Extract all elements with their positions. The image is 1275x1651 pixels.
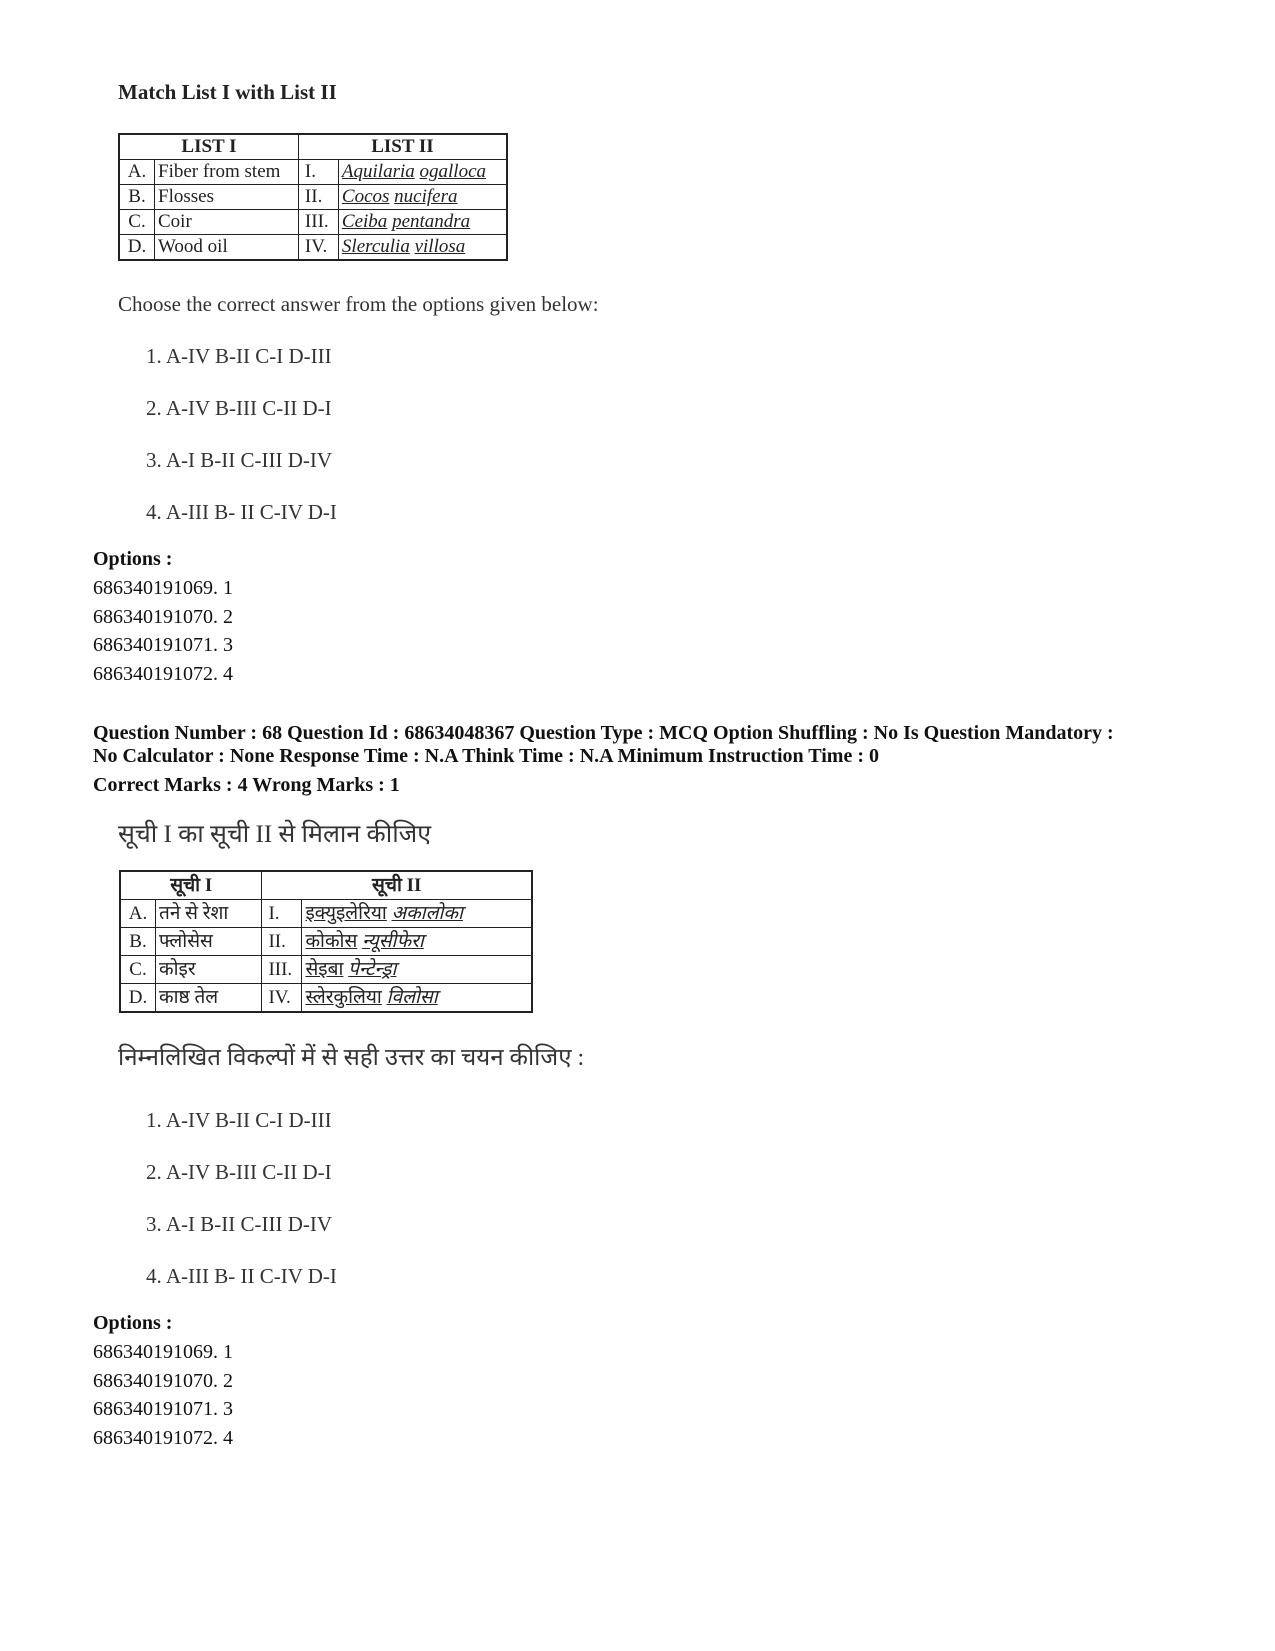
genus: इक्युइलेरिया bbox=[305, 902, 387, 924]
table-row bbox=[119, 235, 507, 261]
row-right bbox=[302, 956, 532, 984]
table-row bbox=[119, 185, 507, 210]
table-header-row bbox=[119, 134, 507, 160]
instruction-text-hindi: निम्नलिखित विकल्पों में से सही उत्तर का चयन कीजिए : bbox=[118, 1045, 585, 1071]
meta-line-1: Question Number : 68 Question Id : 68634048367 Question Type : MCQ Option Shuffling : No Is Question Mandatory : bbox=[93, 722, 1114, 744]
answer-choice-2: 2. A-IV B-III C-II D-I bbox=[146, 1160, 332, 1184]
row-left: कोइर bbox=[156, 956, 262, 984]
row-key: D. bbox=[119, 235, 155, 261]
species: विलोसा bbox=[386, 986, 438, 1008]
row-roman: IV. bbox=[262, 984, 302, 1013]
list-i-header: सूची I bbox=[120, 871, 262, 900]
row-right bbox=[302, 984, 532, 1013]
answer-choice-4: 4. A-III B- II C-IV D-I bbox=[146, 1264, 337, 1288]
option-item: 686340191070. 2 bbox=[93, 1369, 233, 1392]
species: पेन्टेन्ड्रा bbox=[348, 958, 397, 980]
row-key: A. bbox=[120, 900, 156, 928]
row-right bbox=[338, 235, 507, 261]
match-table bbox=[118, 133, 508, 261]
table-row bbox=[120, 928, 532, 956]
row-roman: III. bbox=[298, 210, 338, 235]
row-roman: III. bbox=[262, 956, 302, 984]
row-key: B. bbox=[120, 928, 156, 956]
table-row bbox=[119, 160, 507, 185]
row-left: तने से रेशा bbox=[156, 900, 262, 928]
option-item: 686340191069. 1 bbox=[93, 1341, 233, 1363]
option-item: 686340191072. 4 bbox=[93, 662, 233, 685]
match-table-hindi bbox=[119, 870, 533, 1013]
question-title: Match List I with List II bbox=[118, 80, 337, 104]
instruction-text: Choose the correct answer from the options given below: bbox=[118, 292, 599, 316]
row-left: फ्लोसेस bbox=[156, 928, 262, 956]
species: अकालोका bbox=[391, 902, 463, 924]
question-title-hindi: सूची I का सूची II से मिलान कीजिए bbox=[118, 821, 432, 848]
answer-choice-3: 3. A-I B-II C-III D-IV bbox=[146, 448, 333, 472]
options-list bbox=[93, 574, 233, 688]
table-row bbox=[120, 956, 532, 984]
species: nucifera bbox=[394, 186, 458, 207]
genus: Ceiba bbox=[341, 211, 388, 232]
row-left: Wood oil bbox=[155, 235, 299, 261]
answer-choice-3: 3. A-I B-II C-III D-IV bbox=[146, 1212, 333, 1236]
row-key: D. bbox=[120, 984, 156, 1013]
row-right bbox=[302, 928, 532, 956]
answer-choice-2: 2. A-IV B-III C-II D-I bbox=[146, 396, 332, 420]
option-item: 686340191071. 3 bbox=[93, 1398, 233, 1420]
table-header-row bbox=[120, 871, 532, 900]
option-item: 686340191069. 1 bbox=[93, 577, 233, 599]
row-key: C. bbox=[119, 210, 155, 235]
list-ii-header: LIST II bbox=[298, 134, 507, 160]
row-left: Fiber from stem bbox=[155, 160, 299, 185]
row-roman: II. bbox=[298, 185, 338, 210]
row-roman: IV. bbox=[298, 235, 338, 261]
row-key: B. bbox=[119, 185, 155, 210]
row-left: Coir bbox=[155, 210, 299, 235]
row-roman: II. bbox=[262, 928, 302, 956]
table-row bbox=[120, 900, 532, 928]
list-i-header: LIST I bbox=[119, 134, 298, 160]
row-roman: I. bbox=[298, 160, 338, 185]
row-key: A. bbox=[119, 160, 155, 185]
row-right bbox=[338, 210, 507, 235]
answer-choice-1: 1. A-IV B-II C-I D-III bbox=[146, 1108, 332, 1132]
option-item: 686340191071. 3 bbox=[93, 634, 233, 656]
meta-line-2: No Calculator : None Response Time : N.A Think Time : N.A Minimum Instruction Time : 0 bbox=[93, 745, 879, 767]
table-row bbox=[119, 210, 507, 235]
genus: Aquilaria bbox=[341, 161, 415, 182]
row-key: C. bbox=[120, 956, 156, 984]
options-label: Options : bbox=[93, 548, 173, 570]
genus: सेइबा bbox=[305, 958, 344, 980]
species: न्यूसीफेरा bbox=[362, 930, 424, 952]
answer-choice-4: 4. A-III B- II C-IV D-I bbox=[146, 500, 337, 524]
genus: स्लेरकुलिया bbox=[305, 986, 382, 1008]
species: pentandra bbox=[392, 211, 471, 232]
list-ii-header: सूची II bbox=[262, 871, 532, 900]
genus: Cocos bbox=[341, 186, 390, 207]
option-item: 686340191070. 2 bbox=[93, 605, 233, 628]
marks-line: Correct Marks : 4 Wrong Marks : 1 bbox=[93, 774, 400, 796]
row-left: Flosses bbox=[155, 185, 299, 210]
species: villosa bbox=[414, 236, 466, 257]
question-meta bbox=[93, 722, 1253, 797]
options-label: Options : bbox=[93, 1312, 173, 1334]
answer-choice-1: 1. A-IV B-II C-I D-III bbox=[146, 344, 332, 368]
options-list bbox=[93, 1338, 233, 1452]
row-left: काष्ठ तेल bbox=[156, 984, 262, 1013]
row-right bbox=[338, 185, 507, 210]
genus: कोकोस bbox=[305, 930, 358, 952]
species: ogalloca bbox=[419, 161, 487, 182]
row-right bbox=[338, 160, 507, 185]
genus: Slerculia bbox=[341, 236, 410, 257]
table-row bbox=[120, 984, 532, 1013]
option-item: 686340191072. 4 bbox=[93, 1426, 233, 1449]
row-right bbox=[302, 900, 532, 928]
row-roman: I. bbox=[262, 900, 302, 928]
